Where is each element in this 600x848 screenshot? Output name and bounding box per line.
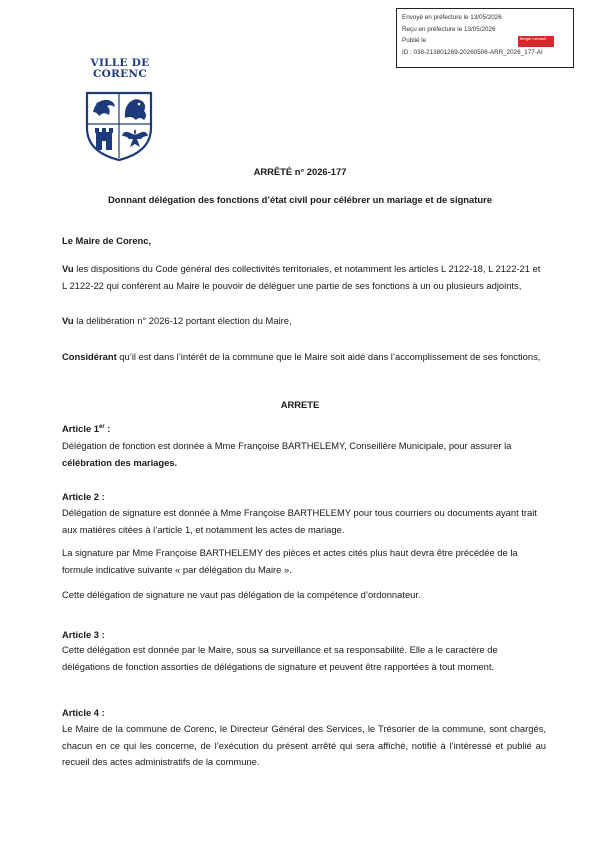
vu-lead-2: Vu [62,315,74,326]
logo-line-1: VILLE DE [90,57,150,69]
prefecture-stamp [396,8,574,68]
decree-title: ARRÊTÉ n° 2026-177 [253,166,347,177]
article-1-text [62,438,546,471]
arrete-heading: ARRETE [280,399,320,410]
article-2-paragraph-1: Délégation de signature est donnée à Mme Françoise BARTHELEMY pour tous courriers ou documents ayant trait aux matières citées à l’article 1, et notamment les actes de mariage. [62,507,537,535]
article-4-paragraph-1: Le Maire de la commune de Corenc, le Directeur Général des Services, le Trésorier de la commune, sont chargés, chacun en ce qui les concerne, de l’exécution du présent arrêté qui sera affiché, notifié à l’intéressé et publié au recueil des actes administratifs de la commune. [62,723,546,767]
article-2-paragraph-2: La signature par Mme Françoise BARTHELEMY des pièces et actes cités plus haut devra être précédée de la formule indicative suivante « par délégation du Maire ». [62,547,518,575]
article-2-heading: Article 2 : [62,491,105,502]
article-1-label: Article 1 [62,423,99,434]
article-1-text-bold: célébration des mariages. [62,456,178,468]
article-2-paragraph-3: Cette délégation de signature ne vaut pas délégation de la compétence d’ordonnateur. [62,589,421,600]
vu-text-1: les dispositions du Code général des collectivités territoriales, et notamment les articles L 2122-18, L 2122-21 et L 2122-22 qui confèrent au Maire le pouvoir de déléguer une partie de ses fonctions à un ou plusieurs adjoints, [62,263,541,291]
vu-text-2: la délibération n° 2026-12 portant élection du Maire, [73,315,292,326]
stamp-sent: Envoyé en préfecture le 13/05/2026 [402,14,502,21]
decree-subtitle: Donnant délégation des fonctions d’état civil pour célébrer un mariage et de signature [108,194,492,205]
article-3-heading: Article 3 : [62,629,105,640]
considerant-lead: Considérant [62,351,117,362]
stamp-published: Publié le [402,37,427,44]
article-1-heading [62,421,546,438]
stamp-received: Reçu en préfecture le 13/05/2026 [402,25,496,33]
article-3-paragraph-1: Cette délégation est donnée par le Maire, sous sa surveillance et sa responsabilité. Elle a le caractère de délégations de fonction assorties de délégations de signature et peuvent être rapportées à tout moment. [62,644,498,672]
considerant-text: qu’il est dans l’intérêt de la commune que le Maire soit aidé dans l’accomplissement de ses fonctions, [116,351,541,362]
article-1-text-a: Délégation de fonction est donnée à Mme Françoise BARTHELEMY, Conseillère Municipale, pour assurer la [62,440,512,451]
vu-paragraph-2 [62,313,546,330]
article-4-heading: Article 4 : [62,707,105,718]
coat-of-arms-icon [84,90,154,162]
article-1-sup: er [99,423,105,430]
city-logo-text [80,58,160,80]
stamp-id: ID : 038-213801269-20260506-ARR_2026_177-AI [402,48,543,56]
vu-paragraph-1 [62,261,546,294]
article-1-colon: : [104,423,111,434]
considerant-paragraph [62,349,546,366]
vu-lead-1: Vu [62,263,74,274]
logo-line-2: CORENC [93,68,147,80]
mayor-line: Le Maire de Corenc, [62,235,152,246]
berger-levrault-badge: Berger Levrault [518,36,554,47]
